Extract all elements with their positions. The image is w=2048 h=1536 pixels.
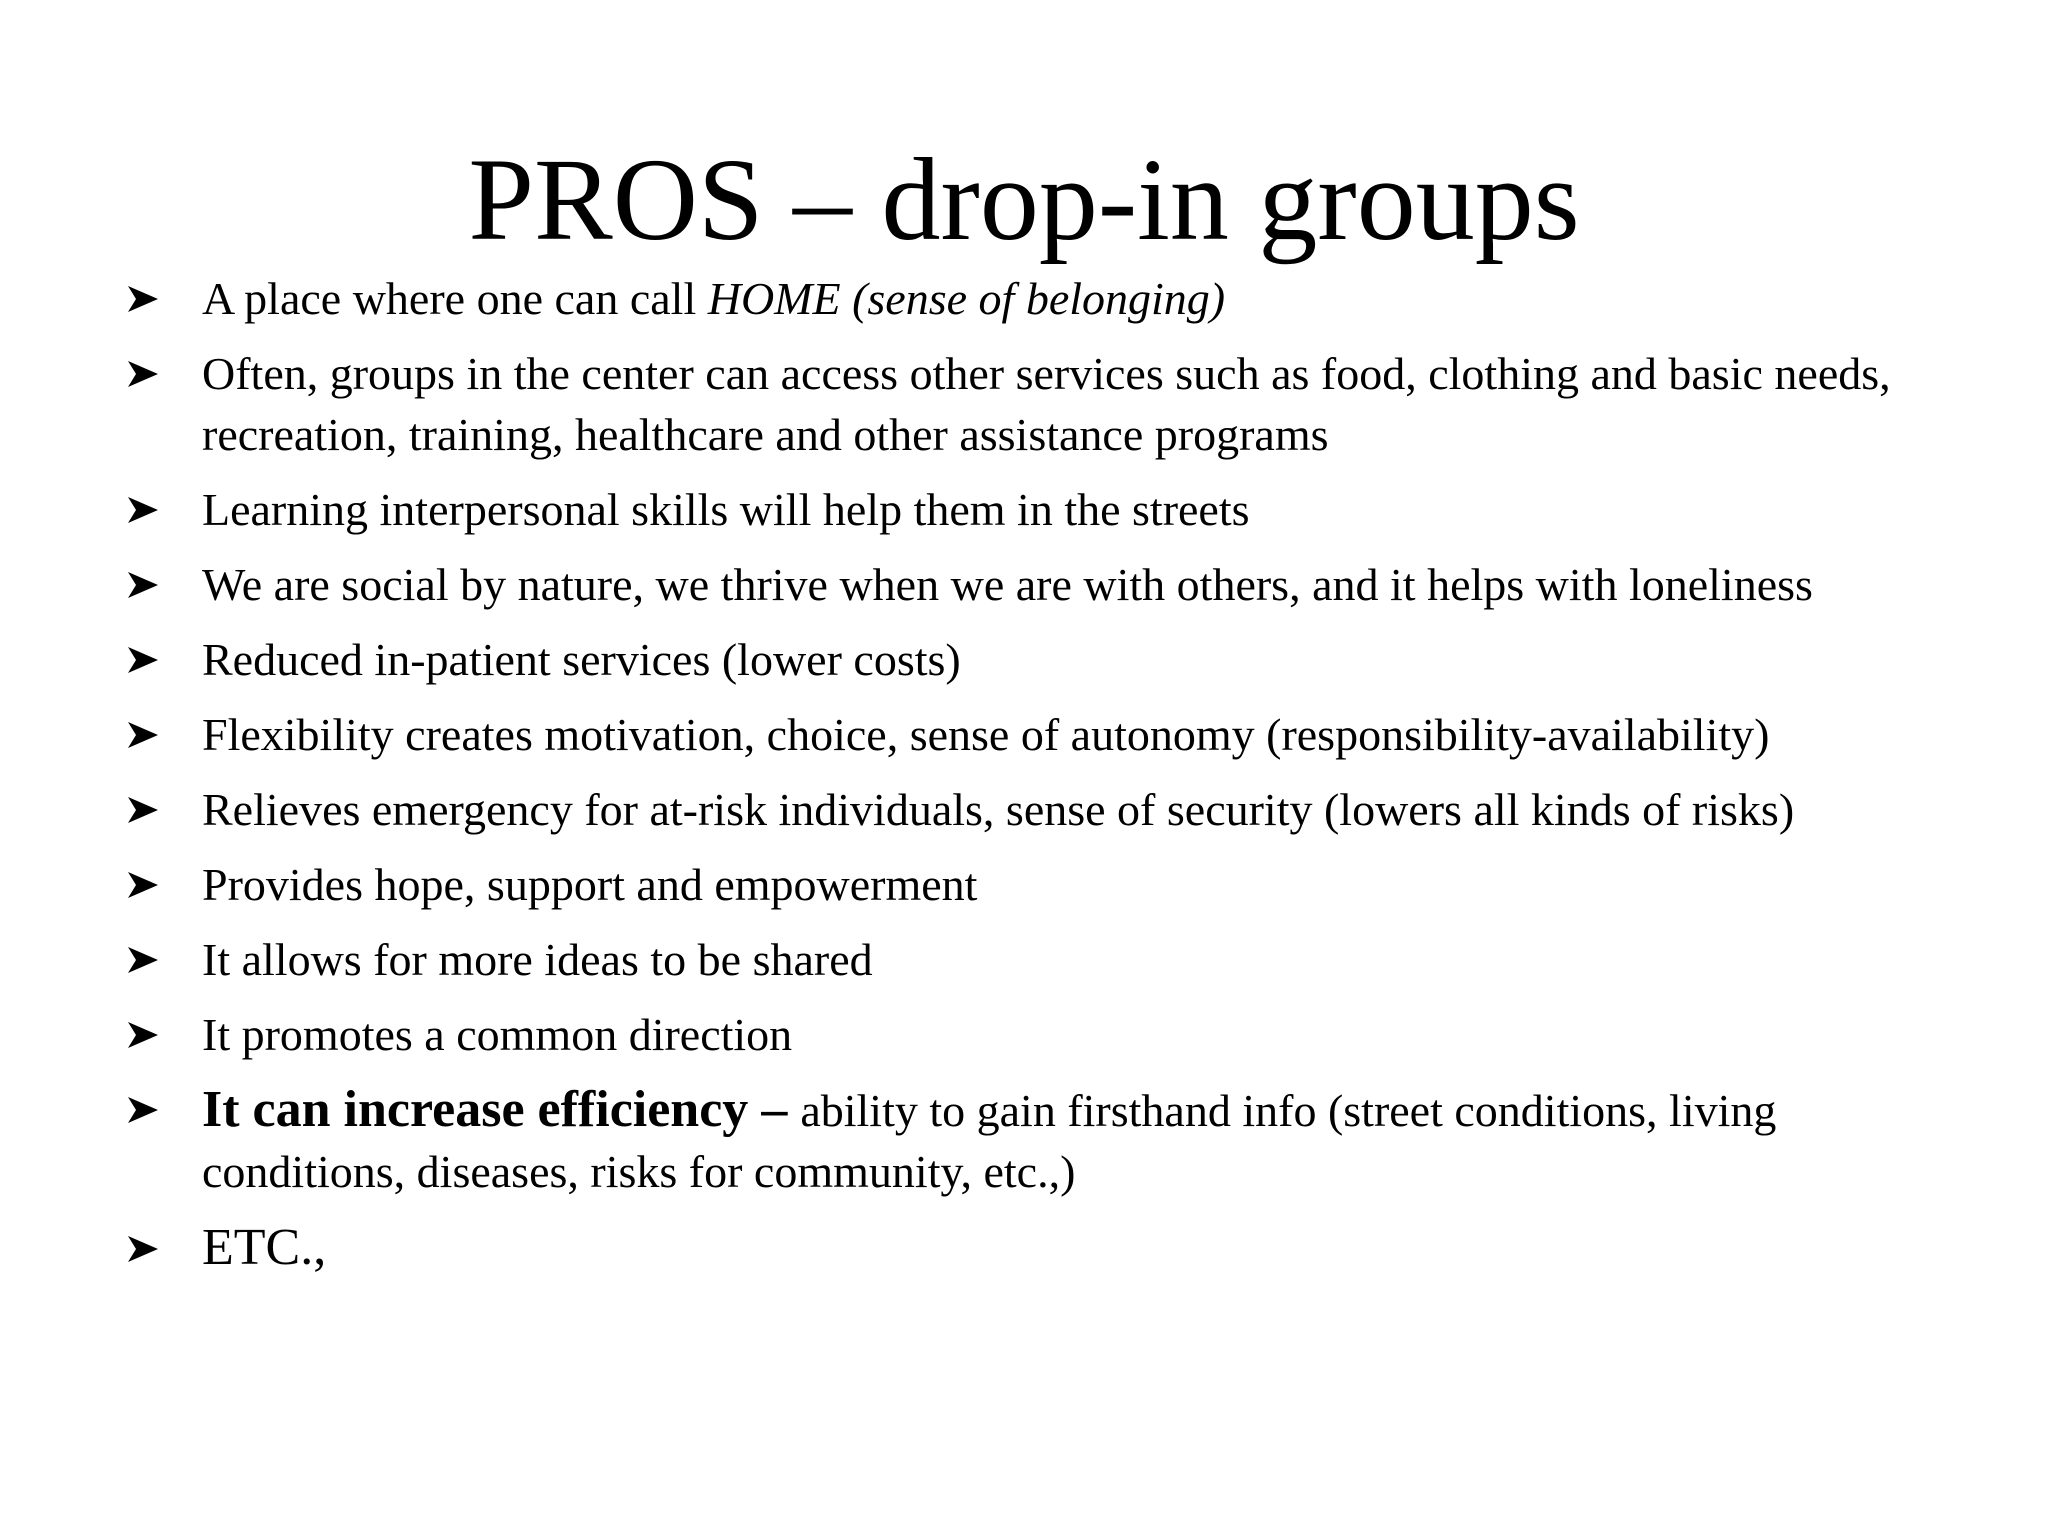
- bullet-dash: –: [748, 1081, 801, 1138]
- slide-title: PROS – drop-in groups: [468, 134, 1580, 265]
- bullet-text: Flexibility creates motivation, choice, sense of autonomy (responsibility-availability): [202, 709, 1770, 760]
- bullet-text: A place where one can call: [202, 273, 708, 324]
- bullet-text: Reduced in-patient services (lower costs): [202, 634, 961, 685]
- bullet-item: [128, 779, 1928, 840]
- bullet-item: [128, 1004, 1928, 1065]
- bullet-text: It allows for more ideas to be shared: [202, 934, 873, 985]
- bullet-emphasis: HOME (sense of belonging): [707, 273, 1226, 324]
- arrowhead-bullet-icon: [128, 497, 158, 523]
- arrowhead-bullet-icon: [128, 361, 158, 387]
- bullet-text: ability to gain firsthand info (street conditions, living conditions, diseases, risks for community, etc.,): [202, 1085, 1777, 1197]
- bullet-item: [128, 854, 1928, 915]
- arrowhead-bullet-icon: [128, 1097, 158, 1123]
- bullet-item: [128, 554, 1928, 615]
- bullet-text: ETC.,: [202, 1219, 327, 1276]
- arrowhead-bullet-icon: [128, 647, 158, 673]
- arrowhead-bullet-icon: [128, 572, 158, 598]
- bullet-text: Relieves emergency for at-risk individuals, sense of security (lowers all kinds of risks): [202, 784, 1795, 835]
- bullet-text: Provides hope, support and empowerment: [202, 859, 978, 910]
- arrowhead-bullet-icon: [128, 1236, 158, 1262]
- bullet-text: Learning interpersonal skills will help them in the streets: [202, 484, 1250, 535]
- bullet-item: [128, 479, 1928, 540]
- bullet-item: [128, 1079, 1928, 1202]
- bullet-strong: It can increase efficiency: [202, 1081, 749, 1138]
- arrowhead-bullet-icon: [128, 947, 158, 973]
- bullet-text: It promotes a common direction: [202, 1009, 793, 1060]
- bullet-item: [128, 1216, 1928, 1280]
- arrowhead-bullet-icon: [128, 286, 158, 312]
- bullet-list: [128, 268, 1928, 1294]
- arrowhead-bullet-icon: [128, 797, 158, 823]
- bullet-item: [128, 704, 1928, 765]
- arrowhead-bullet-icon: [128, 1022, 158, 1048]
- arrowhead-bullet-icon: [128, 872, 158, 898]
- bullet-item: [128, 343, 1928, 465]
- bullet-text: We are social by nature, we thrive when we are with others, and it helps with loneliness: [202, 559, 1813, 610]
- arrowhead-bullet-icon: [128, 722, 158, 748]
- bullet-item: [128, 268, 1928, 329]
- bullet-item: [128, 629, 1928, 690]
- bullet-item: [128, 929, 1928, 990]
- bullet-text: Often, groups in the center can access other services such as food, clothing and basic needs, recreation, training, healthcare and other assistance programs: [202, 348, 1891, 460]
